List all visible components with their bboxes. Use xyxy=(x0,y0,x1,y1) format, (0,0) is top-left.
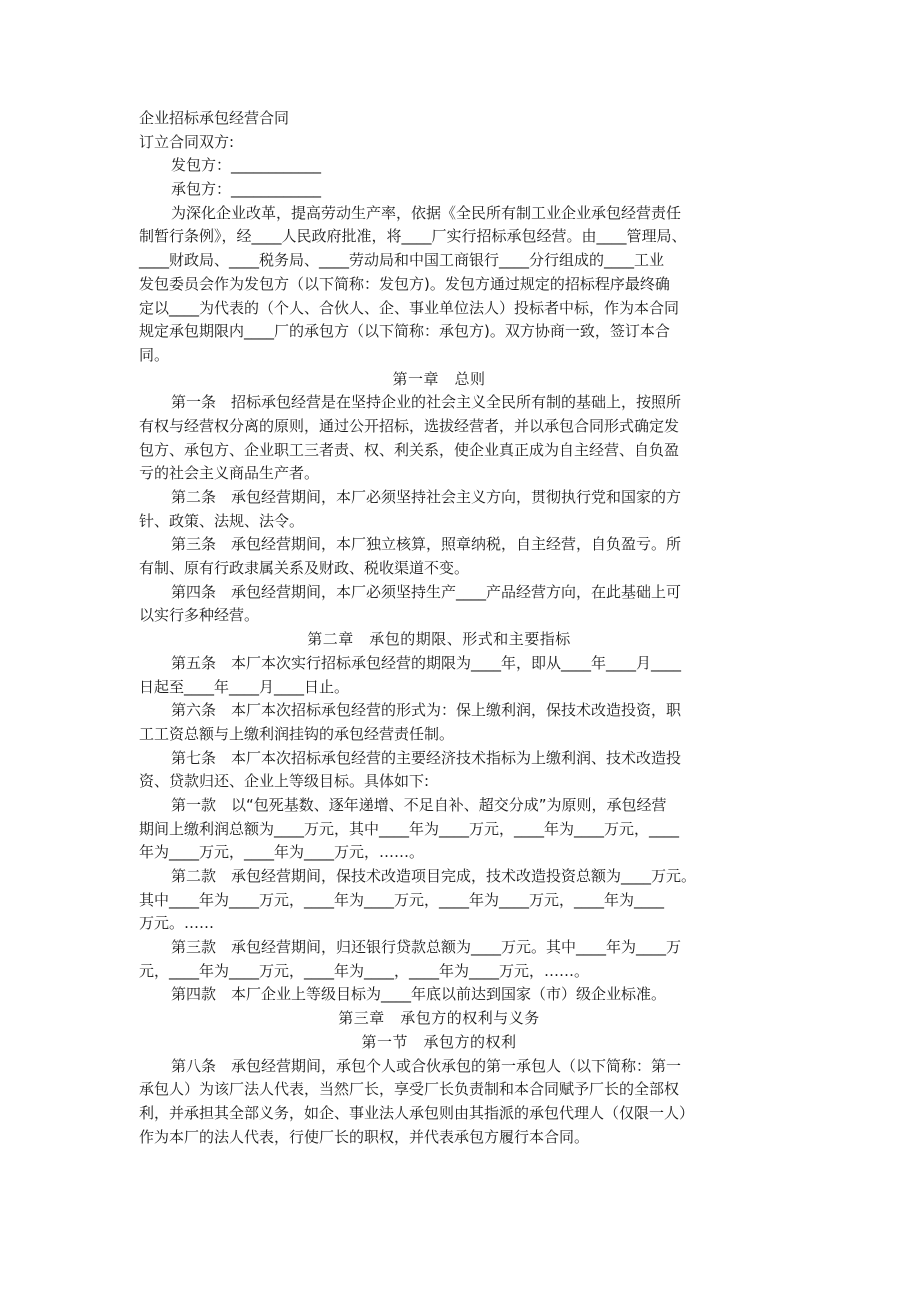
text-line: 为深化企业改革，提高劳动生产率，依据《全民所有制工业企业承包经营责任 xyxy=(171,203,682,222)
text-line: 承包人）为该厂法人代表，当然厂长，享受厂长负责制和本合同赋予厂长的全部权 xyxy=(139,1080,680,1099)
text-line: 元，____年为____万元，____年为____，____年为____万元，……。 xyxy=(139,961,590,980)
text-line: 期间上缴利润总额为____万元，其中____年为____万元，____年为____万元，____ xyxy=(139,819,680,838)
text-line: 日起至____年____月____日止。 xyxy=(139,677,350,696)
text-line: 亏的社会主义商品生产者。 xyxy=(139,464,320,483)
text-line: 包方、承包方、企业职工三者责、权、利关系，使企业真正成为自主经营、自负盈 xyxy=(139,440,680,459)
text-line: 同。 xyxy=(139,345,170,364)
chapter-heading: 第一节 承包方的权利 xyxy=(361,1032,517,1051)
text-line: 承包方：____________ xyxy=(171,180,322,199)
text-line: 资、贷款归还、企业上等级目标。具体如下: xyxy=(139,772,430,791)
text-line: 第三款 承包经营期间，归还银行贷款总额为____万元。其中____年为____万 xyxy=(171,938,682,957)
text-line: 第二款 承包经营期间，保技术改造项目完成，技术改造投资总额为____万元。 xyxy=(171,867,697,885)
text-line: 万元。…… xyxy=(139,914,215,933)
text-line: ____财政局、____税务局、____劳动局和中国工商银行____分行组成的____工业 xyxy=(139,251,665,270)
text-line: 针、政策、法规、法令。 xyxy=(139,511,305,530)
text-line: 以实行多种经营。 xyxy=(139,606,260,625)
text-line: 第四款 本厂企业上等级目标为____年底以前达到国家（市）级企业标准。 xyxy=(171,985,667,1004)
text-line: 利，并承担其全部义务，如企、事业法人承包则由其指派的承包代理人（仅限一人） xyxy=(139,1103,695,1122)
text-line: 第五条 本厂本次实行招标承包经营的期限为____年，即从____年____月____ xyxy=(171,653,682,672)
text-line: 发包委员会作为发包方（以下简称：发包方)。发包方通过规定的招标程序最终确 xyxy=(139,274,670,293)
text-line: 第二条 承包经营期间，本厂必须坚持社会主义方向，贯彻执行党和国家的方 xyxy=(171,488,682,506)
text-line: 第三条 承包经营期间，本厂独立核算，照章纳税，自主经营，自负盈亏。所 xyxy=(171,535,682,554)
text-line: 第六条 本厂本次招标承包经营的形式为：保上缴利润，保技术改造投资，职 xyxy=(171,701,682,720)
text-line: 第八条 承包经营期间，承包个人或合伙承包的第一承包人（以下简称：第一 xyxy=(171,1056,682,1075)
chapter-heading: 第三章 承包方的权利与义务 xyxy=(338,1009,540,1028)
text-line: 工工资总额与上缴利润挂钩的承包经营责任制。 xyxy=(139,724,455,743)
text-line: 其中____年为____万元，____年为____万元，____年为____万元，____年为____ xyxy=(139,890,665,909)
text-line: 制暂行条例》，经____人民政府批准，将____厂实行招标承包经营。由____管理局、 xyxy=(139,227,687,246)
text-line: 发包方：____________ xyxy=(171,156,322,175)
document-title: 企业招标承包经营合同 xyxy=(139,109,290,127)
text-line: 定以____为代表的（个人、合伙人、企、事业单位法人）投标者中标，作为本合同 xyxy=(139,298,680,317)
text-line: 规定承包期限内____厂的承包方（以下简称：承包方)。双方协商一致，签订本合 xyxy=(139,322,670,341)
chapter-heading: 第二章 承包的期限、形式和主要指标 xyxy=(307,630,571,649)
document-page xyxy=(139,107,739,1149)
text-line: 年为____万元，____年为____万元，……。 xyxy=(139,843,425,862)
text-line: 第一条 招标承包经营是在坚持企业的社会主义全民所有制的基础上，按照所 xyxy=(171,393,682,412)
text-line: 第七条 本厂本次招标承包经营的主要经济技术指标为上缴利润、技术改造投 xyxy=(171,748,682,767)
text-line: 作为本厂的法人代表，行使厂长的职权，并代表承包方履行本合同。 xyxy=(139,1127,590,1146)
text-line: 有制、原有行政隶属关系及财政、税收渠道不变。 xyxy=(139,559,470,578)
text-line: 订立合同双方: xyxy=(139,132,235,151)
text-line: 有权与经营权分离的原则，通过公开招标，选拔经营者，并以承包合同形式确定发 xyxy=(139,416,680,435)
text-line: 第四条 承包经营期间，本厂必须坚持生产____产品经营方向，在此基础上可 xyxy=(171,582,682,601)
text-line: 第一款 以“包死基数、逐年递增、不足自补、超交分成”为原则，承包经营 xyxy=(171,795,667,814)
chapter-heading: 第一章 总则 xyxy=(392,369,486,388)
